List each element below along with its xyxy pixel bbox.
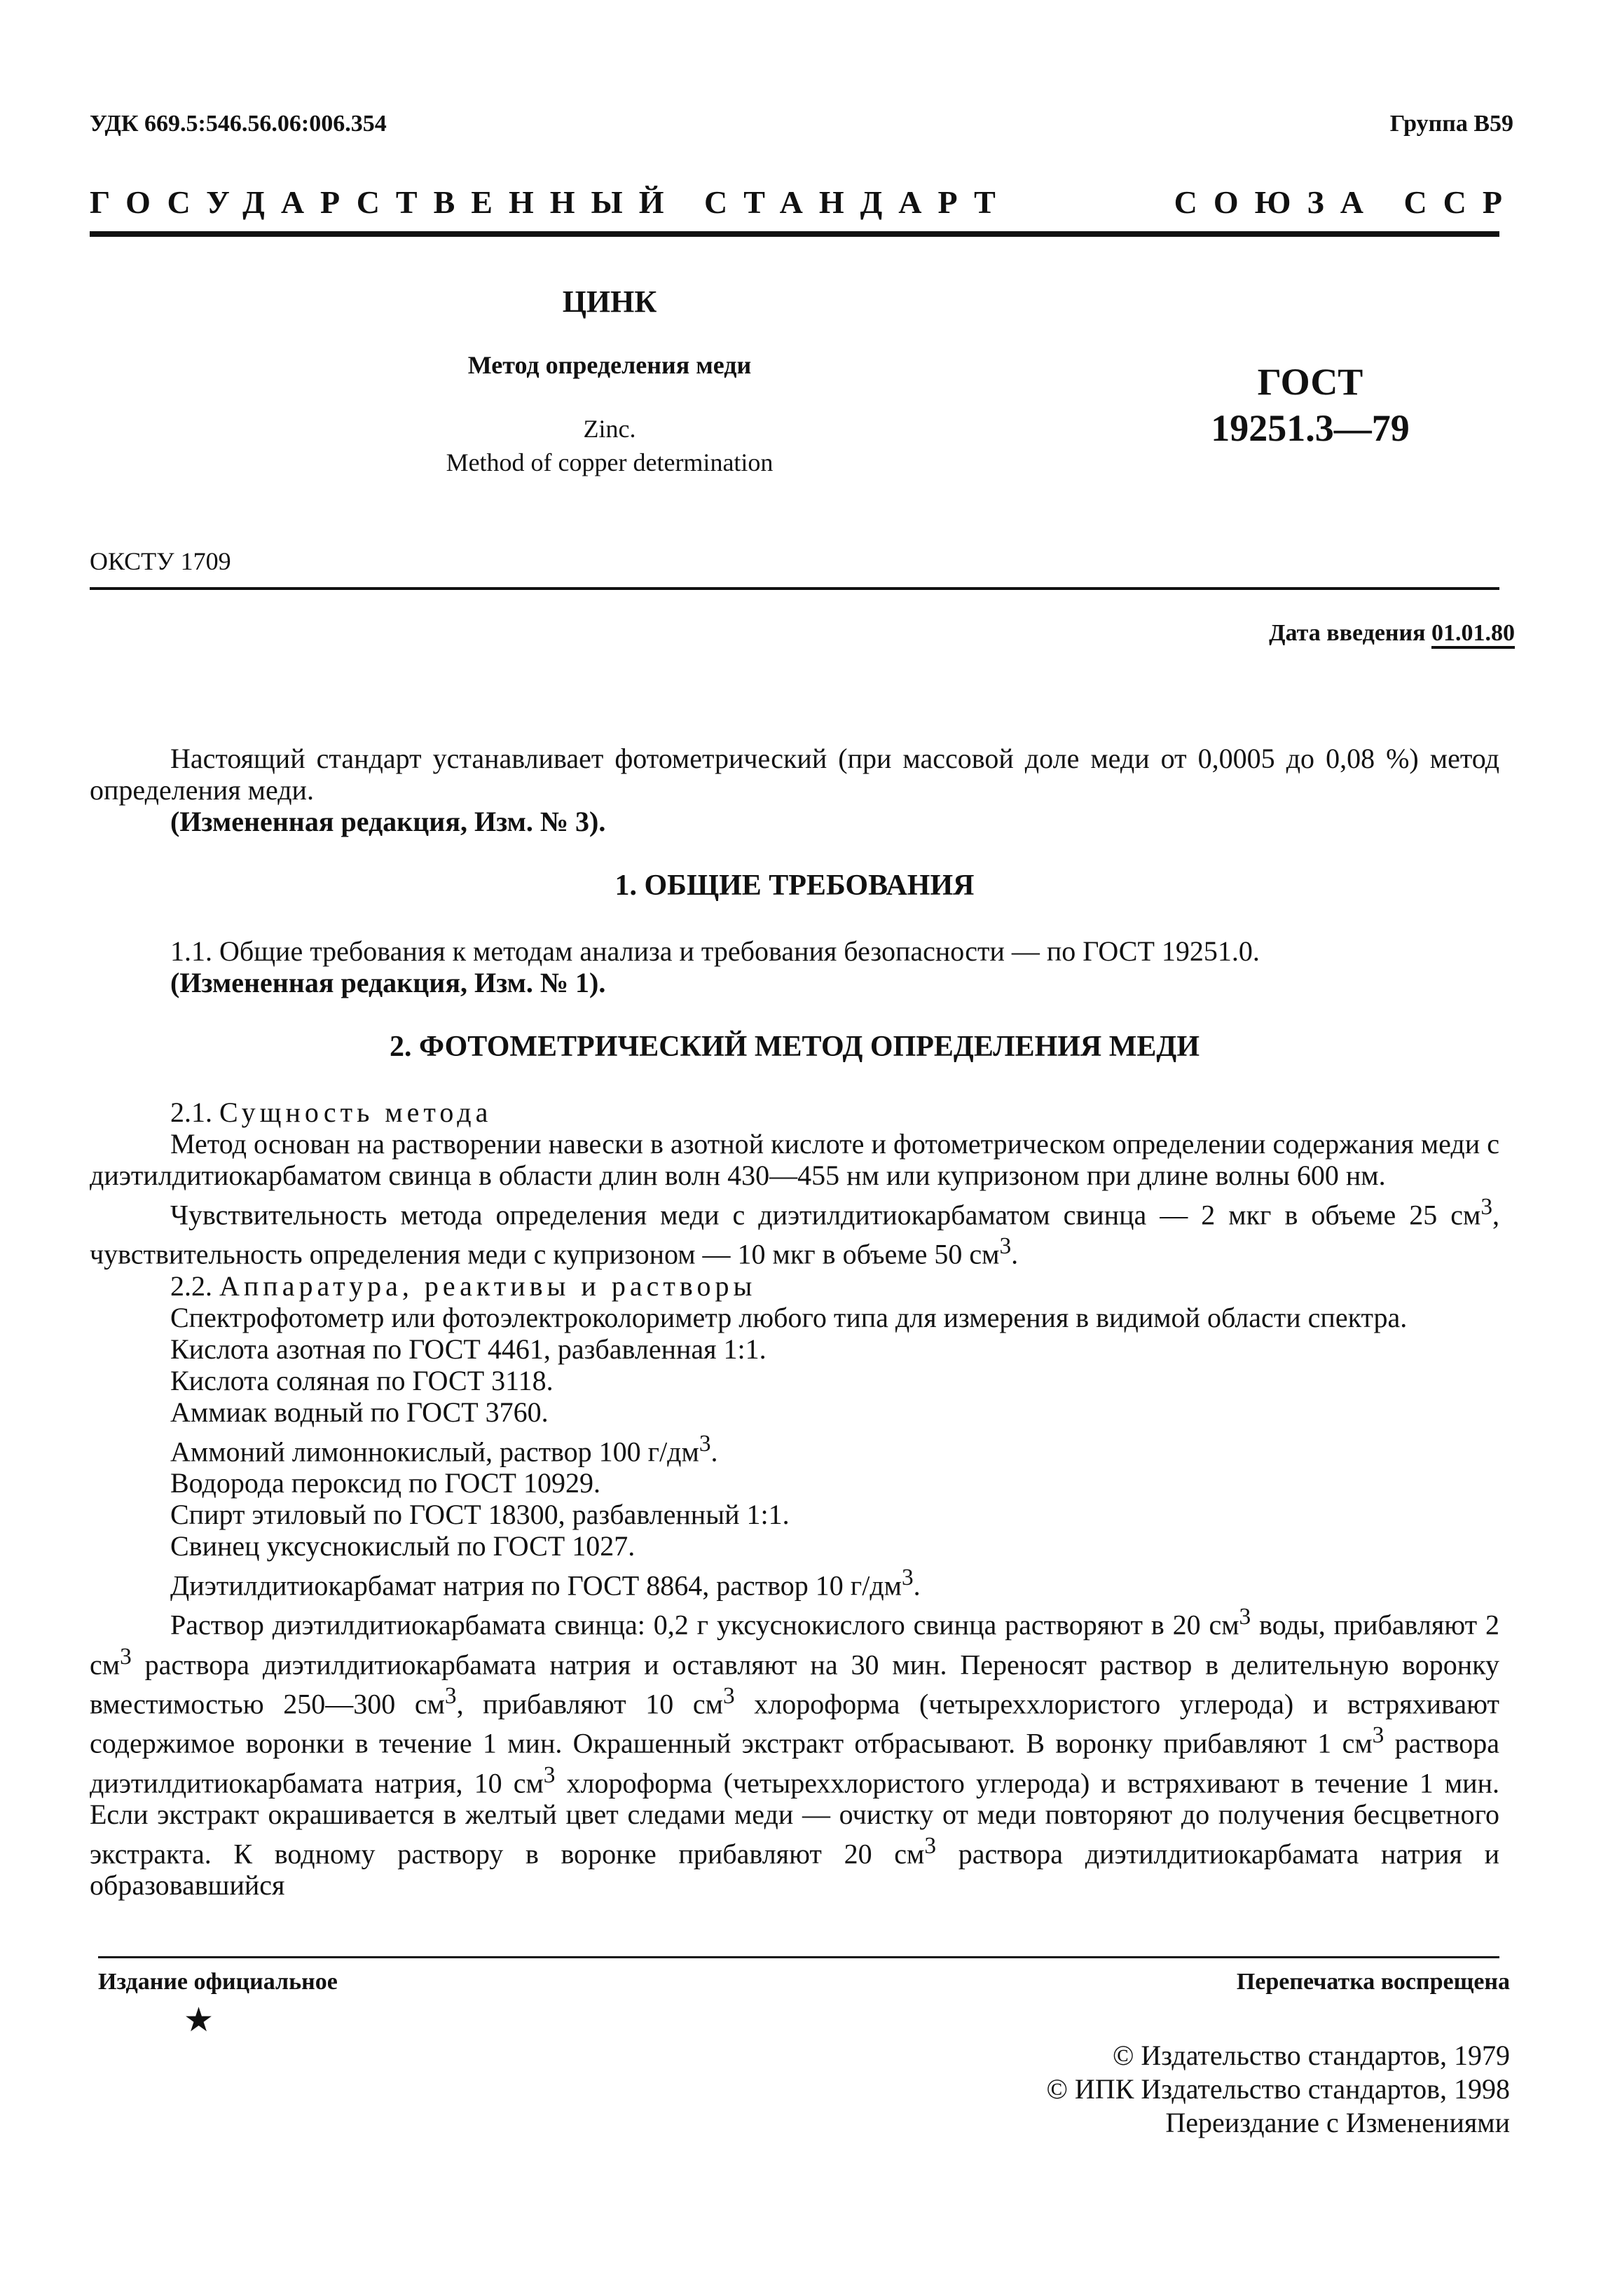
sup-cube: 3 [924,1832,937,1859]
subsection-2-1-number: 2.1. [170,1097,219,1128]
lead-p-part: , прибавляют 10 см [456,1688,723,1720]
lead-p-part: раствора диэтилдитиокарбамата натрия, 10 см [90,1727,1499,1799]
reagent-item: Кислота азотная по ГОСТ 4461, разбавленная 1:1. [170,1333,767,1365]
okstu-code: ОКСТУ 1709 [90,547,231,575]
s21-p2-part-b: , чувствительность определения меди с купризоном — 10 мкг в объеме 50 см [90,1199,1499,1270]
reprint-prohibited-label: Перепечатка воспрещена [1236,1969,1510,1995]
english-title [329,412,890,479]
lead-p-part: хлороформа (четыреххлористого углерода) и встряхивают содержимое воронки в течение 1 мин. Окрашенный экстракт отбрасывают. В воронку прибавляют 1 см [90,1688,1499,1759]
star-icon: ★ [184,2002,214,2039]
okstu-divider [90,587,1499,590]
standard-title-left: ГОСУДАРСТВЕННЫЙ СТАНДАРТ [90,184,1012,220]
english-title-line2: Method of copper determination [446,448,774,476]
date-label: Дата введения [1269,620,1431,646]
subsection-2-1-heading [90,1097,1499,1128]
gost-label: ГОСТ [1257,361,1363,403]
section-1-body [90,935,1499,998]
lead-p-part: хлороформа (четыреххлористого углерода) и встряхивают в течение 1 мин. Если экстракт окрашивается в желтый цвет следами меди — очистку от меди повторяют до получения бесцветного экстракта. К водному раствору в воронке прибавляют 20 см [90,1766,1499,1870]
subsection-2-2-p1: Спектрофотометр или фотоэлектроколориметр любого типа для измерения в видимой области спектра. [170,1301,1408,1333]
subsection-2-2-number: 2.2. [170,1270,219,1302]
sup-cube: 3 [699,1430,711,1457]
date-of-introduction [1269,620,1515,647]
sup-cube: 3 [901,1564,914,1590]
lead-solution-paragraph [90,1601,1499,1901]
date-value: 01.01.80 [1431,620,1515,646]
copyright-line-2: © ИПК Издательство стандартов, 1998 [1046,2073,1510,2105]
document-subtitle: Метод определения меди [467,351,752,379]
reagent-ammonium-end: . [710,1435,718,1467]
section-1-edit-note: (Измененная редакция, Изм. № 1). [170,967,606,998]
s21-p2-part-a: Чувствительность метода определения меди с диэтилдитиокарбаматом свинца — 2 мкг в объеме 25 см [170,1199,1481,1231]
subsection-2-1-title: Сущность метода [219,1097,493,1128]
reagent-dtc-end: . [913,1569,921,1602]
lead-p-part: раствора диэтилдитиокарбамата натрия и образовавшийся [90,1838,1499,1902]
reagent-item: Водорода пероксид по ГОСТ 10929. [170,1466,600,1499]
reagent-item: Аммиак водный по ГОСТ 3760. [170,1396,549,1428]
reagent-item: Свинец уксуснокислый по ГОСТ 1027. [170,1529,635,1562]
sup-cube: 3 [543,1761,556,1788]
group-code: Группа В59 [1389,111,1513,137]
footer-divider [98,1956,1499,1958]
reagent-item: Спирт этиловый по ГОСТ 18300, разбавленный 1:1. [170,1498,790,1530]
section-2-body [90,1097,1499,1901]
standard-title-right: СОЮЗА ССР [1174,184,1518,220]
reagent-dtc-text: Диэтилдитиокарбамат натрия по ГОСТ 8864, раствор 10 г/дм [170,1569,902,1602]
subsection-2-1-p1: Метод основан на растворении навески в азотной кислоте и фотометрическом определении содержания меди с диэтилдитиокарбаматом свинца в области длин волн 430—455 нм или купризоном при длине волны 600 нм. [90,1128,1499,1191]
gost-number: 19251.3—79 [1211,407,1410,449]
subsection-2-1-p2 [90,1191,1499,1270]
sup-cube: 3 [120,1643,132,1670]
s21-p2-part-c: . [1011,1238,1019,1270]
official-edition-label: Издание официальное [98,1969,338,1995]
document-title: ЦИНК [562,284,657,319]
sup-cube: 3 [1372,1722,1384,1749]
sup-cube: 3 [999,1233,1012,1260]
section-2-heading: 2. ФОТОМЕТРИЧЕСКИЙ МЕТОД ОПРЕДЕЛЕНИЯ МЕДИ [390,1031,1200,1063]
reagent-item: Кислота соляная по ГОСТ 3118. [170,1364,554,1396]
intro-section [90,743,1499,837]
copyright-line-1: © Издательство стандартов, 1979 [1112,2040,1510,2071]
header-divider [90,231,1499,237]
sup-cube: 3 [1480,1194,1492,1220]
reagent-item [90,1428,1499,1467]
subsection-2-2-heading [90,1270,1499,1302]
subsection-2-2-title: Аппаратура, реактивы и растворы [219,1270,757,1302]
lead-p-part: воды, прибавляют 2 см [90,1609,1499,1680]
sup-cube: 3 [722,1682,735,1709]
copyright-line-3: Переиздание с Изменениями [1165,2107,1510,2138]
copyright-block [1047,2039,1510,2140]
sup-cube: 3 [444,1682,457,1709]
gost-designation [1163,359,1457,451]
reagent-ammonium-text: Аммоний лимоннокислый, раствор 100 г/дм [170,1435,699,1467]
intro-text: Настоящий стандарт устанавливает фотометрический (при массовой доле меди от 0,0005 до 0,08 %) метод определения меди. [90,743,1499,806]
reagent-item [90,1562,1499,1601]
english-title-line1: Zinc. [583,415,636,443]
lead-p-part: раствора диэтилдитиокарбамата натрия и оставляют на 30 мин. Переносят раствор в делительную воронку вместимостью 250—300 см [90,1648,1499,1720]
section-1-heading: 1. ОБЩИЕ ТРЕБОВАНИЯ [614,869,975,902]
intro-edit-note: (Измененная редакция, Изм. № 3). [170,806,606,837]
lead-p-part: Раствор диэтилдитиокарбамата свинца: 0,2 г уксуснокислого свинца растворяют в 20 см [170,1609,1239,1641]
udk-code: УДК 669.5:546.56.06:006.354 [90,111,387,137]
section-1-1: 1.1. Общие требования к методам анализа и требования безопасности — по ГОСТ 19251.0. [170,935,1260,967]
sup-cube: 3 [1239,1604,1251,1630]
